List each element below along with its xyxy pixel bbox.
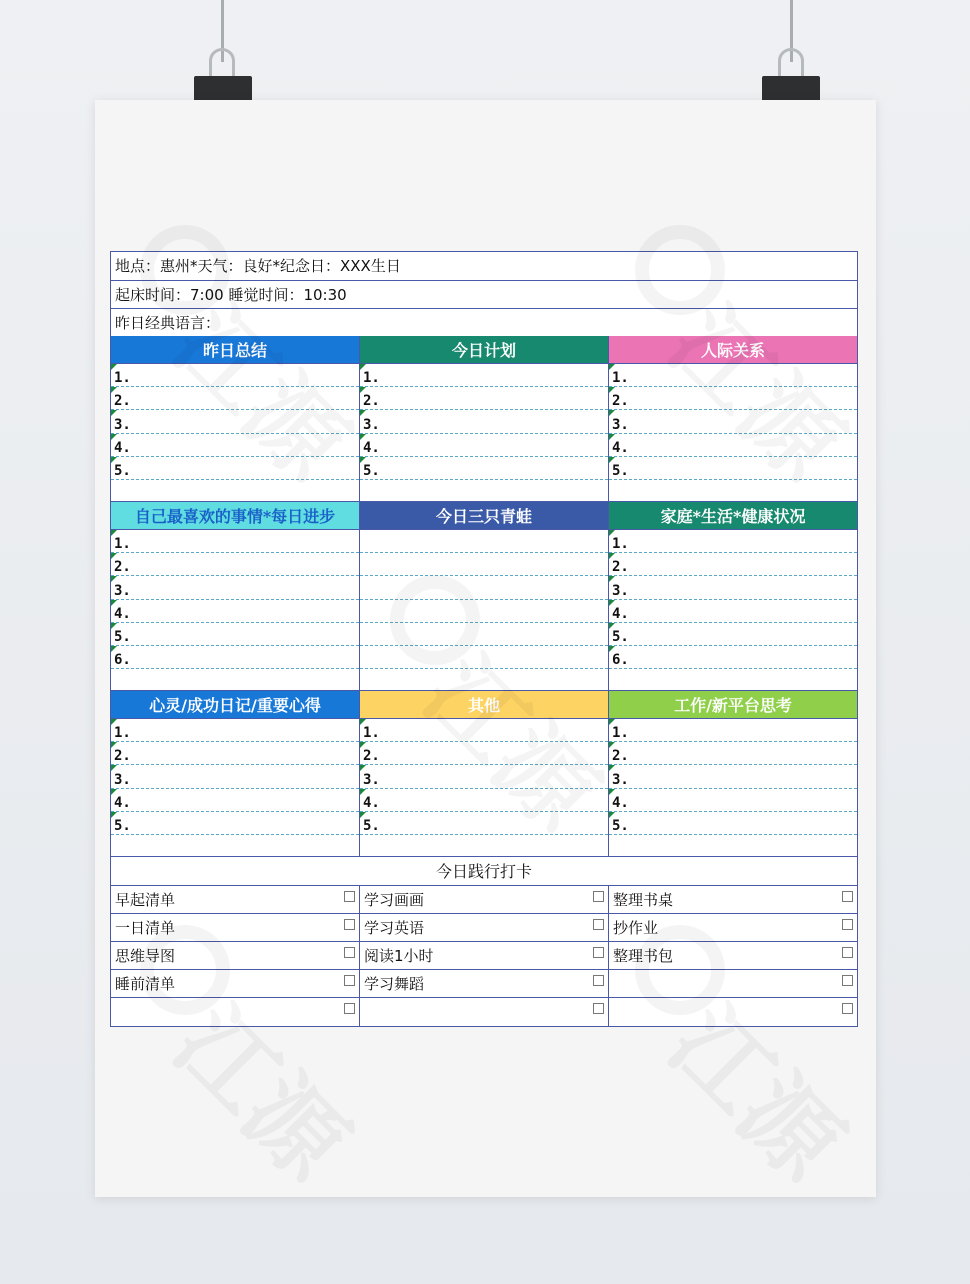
planner-sections (111, 336, 857, 857)
list-item[interactable]: 1. (609, 719, 857, 742)
list-item[interactable]: 1. (111, 719, 359, 742)
column-header: 今日三只青蛙 (360, 502, 608, 530)
column-header: 其他 (360, 691, 608, 719)
column-spacer (609, 480, 857, 501)
list-item[interactable]: 5. (111, 812, 359, 835)
list-item[interactable]: 3. (111, 410, 359, 433)
list-item[interactable]: 5. (360, 812, 608, 835)
list-item[interactable]: 6. (111, 646, 359, 669)
list-item[interactable] (360, 553, 608, 576)
list-item[interactable]: 5. (609, 457, 857, 480)
list-item[interactable]: 2. (609, 742, 857, 765)
planner-section-2 (111, 502, 857, 691)
list-item[interactable]: 5. (111, 457, 359, 480)
checkin-item-label: 阅读1小时 (364, 946, 434, 965)
list-item[interactable] (360, 646, 608, 669)
list-item[interactable]: 3. (609, 765, 857, 788)
planner-section-1 (111, 336, 857, 502)
column-header: 今日计划 (360, 336, 608, 364)
info-row-quote: 昨日经典语言： (115, 314, 221, 332)
list-item[interactable]: 2. (360, 742, 608, 765)
checkbox[interactable] (842, 1003, 853, 1014)
checkin-column (360, 886, 609, 1026)
list-item[interactable]: 4. (609, 434, 857, 457)
checkin-item-label: 一日清单 (115, 918, 176, 937)
checkbox[interactable] (593, 919, 604, 930)
list-item[interactable]: 3. (360, 765, 608, 788)
list-item[interactable]: 1. (111, 530, 359, 553)
list-item[interactable]: 4. (111, 600, 359, 623)
list-item[interactable]: 3. (609, 576, 857, 599)
planner-section-3 (111, 691, 857, 857)
list-item[interactable] (360, 623, 608, 646)
list-item[interactable]: 2. (609, 387, 857, 410)
list-item[interactable]: 5. (609, 623, 857, 646)
checkin-item-label: 早起清单 (115, 890, 176, 909)
list-item[interactable]: 5. (609, 812, 857, 835)
list-item[interactable]: 4. (360, 789, 608, 812)
checkin-item (111, 998, 359, 1026)
checkbox[interactable] (842, 947, 853, 958)
list-item[interactable]: 4. (360, 434, 608, 457)
column-spacer (360, 835, 608, 856)
planner-column (111, 502, 360, 690)
list-item[interactable] (360, 530, 608, 553)
checkbox[interactable] (593, 891, 604, 902)
column-spacer (111, 835, 359, 856)
planner-column (360, 502, 609, 690)
checkin-item-label: 学习英语 (364, 918, 425, 937)
list-item[interactable]: 4. (609, 789, 857, 812)
checkin-grid (111, 886, 857, 1026)
list-item[interactable]: 2. (111, 553, 359, 576)
list-item[interactable]: 6. (609, 646, 857, 669)
column-header: 家庭*生活*健康状况 (609, 502, 857, 530)
column-header: 昨日总结 (111, 336, 359, 364)
checkbox[interactable] (344, 891, 355, 902)
checkin-item (609, 998, 857, 1026)
checkin-item-label: 睡前清单 (115, 974, 176, 993)
checkin-item-label: 思维导图 (115, 946, 176, 965)
column-spacer (360, 669, 608, 690)
list-item[interactable]: 4. (111, 434, 359, 457)
list-item[interactable]: 5. (360, 457, 608, 480)
checkin-item (111, 886, 359, 914)
checkin-item (111, 970, 359, 998)
column-spacer (360, 480, 608, 501)
column-spacer (111, 669, 359, 690)
checkbox[interactable] (593, 1003, 604, 1014)
daily-planner-sheet (110, 251, 858, 1027)
checkin-item (360, 998, 608, 1026)
checkin-item (609, 942, 857, 970)
checkin-item (360, 942, 608, 970)
column-header: 自己最喜欢的事情*每日进步 (111, 502, 359, 530)
planner-column (111, 691, 360, 856)
list-item[interactable]: 3. (609, 410, 857, 433)
checkbox[interactable] (842, 891, 853, 902)
checkbox[interactable] (344, 947, 355, 958)
column-spacer (111, 480, 359, 501)
list-item[interactable]: 2. (111, 387, 359, 410)
checkin-item-label: 整理书包 (613, 946, 674, 965)
checkbox[interactable] (344, 975, 355, 986)
checkbox[interactable] (842, 919, 853, 930)
list-item[interactable]: 3. (111, 576, 359, 599)
checkbox[interactable] (842, 975, 853, 986)
list-item[interactable]: 2. (360, 387, 608, 410)
checkin-item (609, 886, 857, 914)
info-row-times: 起床时间：7:00 睡觉时间：10:30 (111, 281, 857, 310)
checkin-item-label: 整理书桌 (613, 890, 674, 909)
checkbox[interactable] (344, 919, 355, 930)
column-spacer (609, 669, 857, 690)
checkin-item (360, 886, 608, 914)
checkbox[interactable] (593, 975, 604, 986)
list-item[interactable]: 1. (609, 530, 857, 553)
list-item[interactable]: 4. (111, 789, 359, 812)
list-item[interactable]: 3. (360, 410, 608, 433)
list-item[interactable] (360, 576, 608, 599)
info-row-location: 地点：惠州*天气：良好*纪念日：XXX生日 (111, 252, 857, 281)
planner-column (609, 502, 857, 690)
checkin-item (360, 970, 608, 998)
planner-column (609, 691, 857, 856)
checkin-item-label: 抄作业 (613, 918, 659, 937)
list-item[interactable]: 3. (111, 765, 359, 788)
checkin-item (360, 914, 608, 942)
checkin-column (111, 886, 360, 1026)
checkin-title: 今日践行打卡 (111, 857, 857, 886)
planner-column (360, 691, 609, 856)
list-item[interactable]: 4. (609, 600, 857, 623)
list-item[interactable]: 5. (111, 623, 359, 646)
checkbox[interactable] (344, 1003, 355, 1014)
planner-column (111, 336, 360, 501)
list-item[interactable] (360, 600, 608, 623)
column-header: 人际关系 (609, 336, 857, 364)
list-item[interactable]: 1. (360, 719, 608, 742)
checkin-item (111, 942, 359, 970)
list-item[interactable]: 1. (360, 364, 608, 387)
checkin-column (609, 886, 857, 1026)
column-header: 工作/新平台思考 (609, 691, 857, 719)
column-spacer (609, 835, 857, 856)
checkin-item (609, 970, 857, 998)
planner-column (360, 336, 609, 501)
column-header: 心灵/成功日记/重要心得 (111, 691, 359, 719)
list-item[interactable]: 2. (609, 553, 857, 576)
checkin-item-label: 学习画画 (364, 890, 425, 909)
list-item[interactable]: 2. (111, 742, 359, 765)
checkbox[interactable] (593, 947, 604, 958)
list-item[interactable]: 1. (111, 364, 359, 387)
checkin-item (609, 914, 857, 942)
checkin-item-label: 学习舞蹈 (364, 974, 425, 993)
list-item[interactable]: 1. (609, 364, 857, 387)
planner-column (609, 336, 857, 501)
checkin-item (111, 914, 359, 942)
